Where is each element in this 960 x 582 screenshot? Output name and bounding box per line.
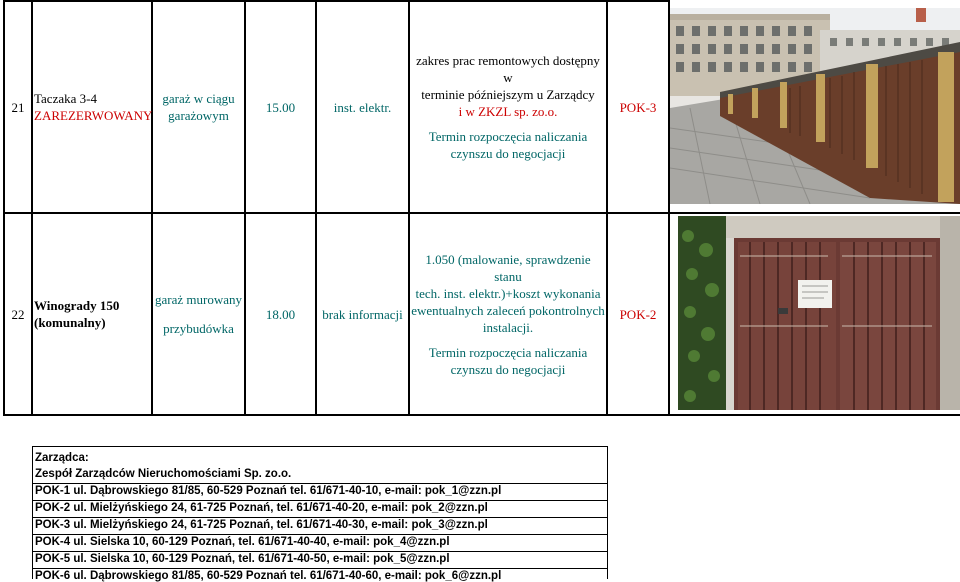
rent-start-note: Termin rozpoczęcia naliczania (428, 129, 588, 144)
location-name: Winogrady 150 (34, 298, 120, 313)
office-contact: POK-5 ul. Sielska 10, 60-129 Poznań, tel. 61/671-40-50, e-mail: pok_5@zzn.pl (35, 553, 450, 565)
office-contact: POK-4 ul. Sielska 10, 60-129 Poznań, tel. 61/671-40-40, e-mail: pok_4@zzn.pl (35, 536, 450, 548)
rent-terms-line: ewentualnych zaleceń pokontrolnych (411, 302, 605, 318)
rent-terms-line: tech. inst. elektr.)+koszt wykonania (415, 285, 601, 301)
rent-terms-cell (410, 2, 606, 212)
office-cell (608, 214, 668, 414)
location-name: Taczaka 3-4 (34, 91, 97, 106)
garage-type-line: przybudówka (163, 321, 234, 336)
location-cell (33, 2, 151, 212)
divider (33, 500, 607, 501)
divider (33, 483, 607, 484)
location-cell (33, 214, 151, 414)
rent-terms-line: i w ZKZL sp. zo.o. (458, 104, 558, 119)
divider (33, 534, 607, 535)
rent-start-note: Termin rozpoczęcia naliczania (428, 344, 588, 360)
office-contact: POK-2 ul. Mielżyńskiego 24, 61-725 Poznań, tel. 61/671-40-20, e-mail: pok_2@zzn.pl (35, 502, 488, 514)
office-contact: POK-3 ul. Mielżyńskiego 24, 61-725 Poznań, tel. 61/671-40-30, e-mail: pok_3@zzn.pl (35, 519, 488, 531)
manager-heading: Zarządca: (35, 452, 89, 464)
area-value: 15.00 (265, 99, 296, 115)
area-cell (246, 2, 315, 212)
row-number-text: 22 (11, 306, 25, 322)
garage-type-line: garażowym (168, 108, 229, 123)
office-code: POK-3 (619, 99, 657, 115)
location-name: (komunalny) (34, 315, 106, 330)
media-cell (317, 214, 408, 414)
garages-row-photo (670, 8, 960, 204)
office-cell (608, 2, 668, 212)
media-value: inst. elektr. (333, 99, 392, 115)
divider (33, 551, 607, 552)
media-cell (317, 2, 408, 212)
rent-start-note: czynszu do negocjacji (450, 146, 566, 161)
area-value: 18.00 (265, 306, 296, 322)
media-value: brak informacji (322, 306, 403, 322)
rent-terms-line: instalacji. (482, 319, 534, 335)
reserved-status: ZAREZERWOWANY (34, 108, 153, 123)
garage-type-line: garaż murowany (155, 292, 242, 307)
garage-door-photo (678, 216, 960, 410)
rent-terms-cell (410, 214, 606, 414)
manager-info-box (32, 446, 608, 582)
area-cell (246, 214, 315, 414)
rent-terms-line: terminie późniejszym u Zarządcy (421, 87, 595, 102)
row-number-text: 21 (11, 99, 25, 115)
office-contact: POK-1 ul. Dąbrowskiego 81/85, 60-529 Poznań tel. 61/671-40-10, e-mail: pok_1@zzn.pl (35, 485, 502, 497)
office-code: POK-2 (619, 306, 657, 322)
rent-start-note: czynszu do negocjacji (450, 361, 566, 377)
row-number (5, 214, 31, 414)
garage-type-line: garaż w ciągu (162, 91, 235, 106)
row-divider (3, 414, 960, 416)
row-number (5, 2, 31, 212)
rent-terms-line: zakres prac remontowych dostępny w (416, 53, 600, 85)
manager-company: Zespół Zarządców Nieruchomościami Sp. zo.o. (35, 468, 292, 480)
divider (33, 568, 607, 569)
office-contact: POK-6 ul. Dąbrowskiego 81/85, 60-529 Poznań tel. 61/671-40-60, e-mail: pok_6@zzn.pl (35, 570, 502, 582)
garage-type-cell (153, 2, 244, 212)
divider (33, 517, 607, 518)
rent-terms-line: 1.050 (malowanie, sprawdzenie stanu (425, 251, 591, 284)
garage-type-cell (153, 214, 244, 414)
